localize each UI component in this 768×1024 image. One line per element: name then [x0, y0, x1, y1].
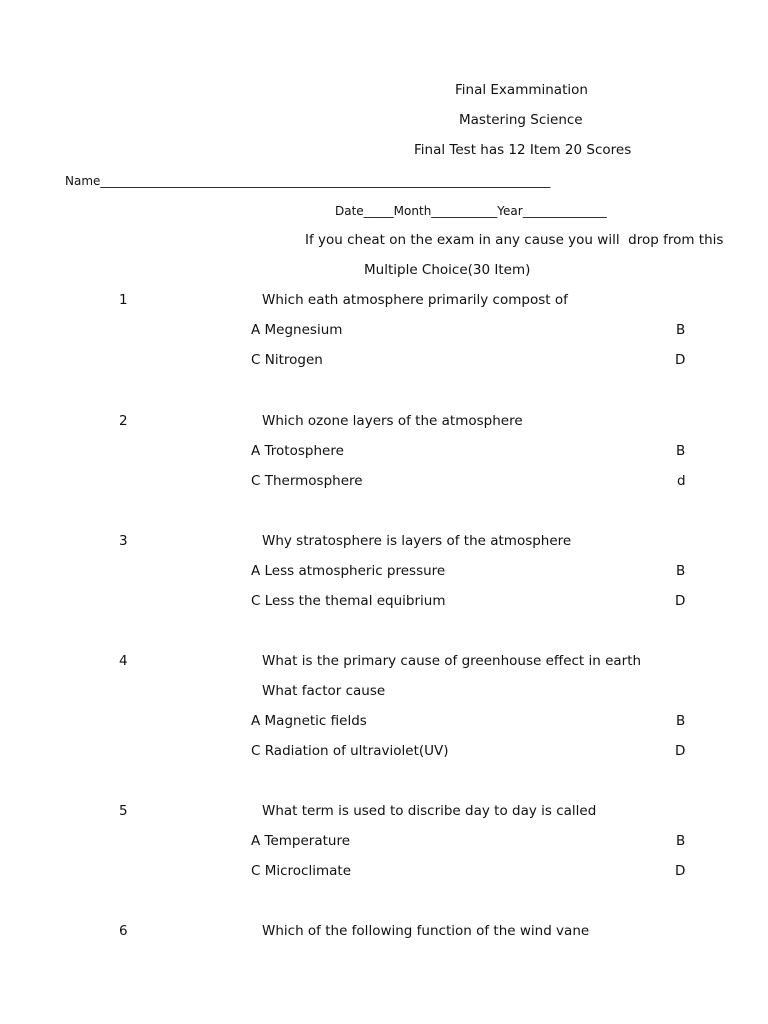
exam-info: Final Test has 12 Item 20 Scores	[414, 142, 632, 158]
option-a: A Less atmospheric pressure	[251, 563, 446, 579]
option-c: C Nitrogen	[251, 352, 323, 368]
question-number: 2	[119, 413, 128, 429]
exam-subject: Mastering Science	[459, 112, 583, 128]
exam-title: Final Exammination	[455, 82, 588, 98]
question-text: Which of the following function of the wind vane	[262, 923, 590, 939]
option-a: A Temperature	[251, 833, 351, 849]
question-text: What term is used to discribe day to day is called	[262, 803, 597, 819]
option-b: B	[676, 563, 686, 579]
question-text: Which eath atmosphere primarily compost of	[262, 292, 568, 308]
question-number: 1	[119, 292, 128, 308]
question-number: 6	[119, 923, 128, 939]
question-number: 5	[119, 803, 128, 819]
option-b: B	[676, 833, 686, 849]
option-d: D	[675, 863, 686, 879]
question-number: 4	[119, 653, 128, 669]
option-a: A Trotosphere	[251, 443, 344, 459]
question-number: 3	[119, 533, 128, 549]
option-c: C Thermosphere	[251, 473, 363, 489]
cheating-warning: If you cheat on the exam in any cause you will drop from this	[305, 232, 724, 248]
date-line: Date_____Month___________Year______________	[335, 204, 607, 218]
name-line: Name___________________________________________________________________________	[65, 174, 551, 188]
section-title: Multiple Choice(30 Item)	[364, 262, 531, 278]
question-text-continued: What factor cause	[262, 683, 386, 699]
question-text: What is the primary cause of greenhouse effect in earth	[262, 653, 642, 669]
option-c: C Microclimate	[251, 863, 351, 879]
option-d: D	[675, 743, 686, 759]
option-d: D	[675, 593, 686, 609]
option-c: C Radiation of ultraviolet(UV)	[251, 743, 449, 759]
option-a: A Megnesium	[251, 322, 343, 338]
option-a: A Magnetic fields	[251, 713, 367, 729]
option-b: B	[676, 443, 686, 459]
option-b: B	[676, 713, 686, 729]
option-d: D	[675, 352, 686, 368]
option-c: C Less the themal equibrium	[251, 593, 446, 609]
option-d: d	[677, 473, 686, 489]
question-text: Why stratosphere is layers of the atmosphere	[262, 533, 572, 549]
option-b: B	[676, 322, 686, 338]
question-text: Which ozone layers of the atmosphere	[262, 413, 523, 429]
